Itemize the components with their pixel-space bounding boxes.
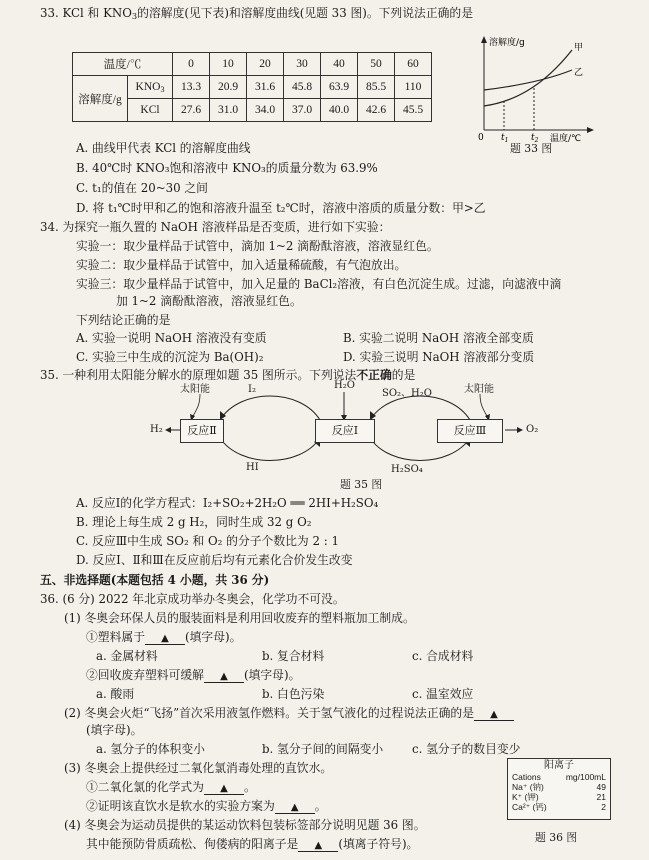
graph-origin: 0: [478, 133, 484, 143]
q34-exp3-line2: 加 1~2 滴酚酞溶液，溶液显红色。: [116, 294, 302, 308]
q36-part3-2: ②证明该直饮水是软水的实验方案为 ▲ 。: [86, 799, 327, 813]
table-row: KCl 27.6 31.0 34.0 37.0 40.0 42.6 45.5: [73, 99, 432, 122]
reaction-i-box: 反应Ⅰ: [315, 419, 375, 443]
q36-p1-2-opt-b: b. 白色污染: [262, 687, 325, 701]
q36-part3: (3) 冬奥会上提供经过二氧化氯消毒处理的直饮水。: [64, 761, 333, 775]
q36-part3-1: ①二氧化氯的化学式为 ▲ 。: [86, 780, 256, 794]
q36-part4-line2: 其中能预防骨质疏松、佝偻病的阳离子是 ▲ (填离子符号)。: [86, 837, 419, 851]
label-row: K⁺ (钾) 21: [512, 792, 606, 802]
q33-option-b: B. 40℃时 KNO₃饱和溶液中 KNO₃的质量分数为 63.9%: [76, 161, 378, 175]
label-o2: O₂: [526, 424, 539, 435]
graph-ylabel: 溶解度/g: [489, 38, 525, 48]
tick-t2: $t_2$: [531, 133, 539, 144]
tick-t1: $t_1$: [501, 133, 509, 144]
q36-part4: (4) 冬奥会为运动员提供的某运动饮料包装标签部分说明见题 36 图。: [64, 818, 426, 832]
label-h2o: H₂O: [334, 380, 355, 391]
sun-label-right: 太阳能: [464, 384, 494, 395]
q36-part1-2: ②回收废弃塑料可缓解 ▲ (填字母)。: [86, 668, 301, 682]
label-hi: HI: [246, 462, 259, 473]
answer-blank[interactable]: ▲: [298, 840, 338, 852]
q36-part2-tail: (填字母)。: [86, 723, 143, 737]
q36-part2: (2) 冬奥会火炬“飞扬”首次采用液氢作燃料。关于氢气液化的过程说法正确的是 ▲: [64, 705, 514, 721]
q36-p2-opt-a: a. 氢分子的体积变小: [96, 742, 205, 756]
fig33-caption: 题 33 图: [510, 142, 553, 155]
q33-stem: 33. KCl 和 $KNO_3$的溶解度(见下表)和溶解度曲线(见题 33 图)。下列说法正确的是: [40, 6, 474, 21]
solubility-curve-graph: [472, 30, 602, 150]
q36-p1-2-opt-c: c. 温室效应: [412, 687, 474, 701]
q34-option-d: D. 实验三说明 NaOH 溶液部分变质: [343, 350, 535, 364]
q36-p1-1-opt-b: b. 复合材料: [262, 649, 325, 663]
q36-stem: 36. (6 分) 2022 年北京成功举办冬奥会，化学功不可没。: [40, 592, 345, 606]
q34-exp3-line1: 实验三：取少量样品于试管中，加入足量的 BaCl₂溶液，有白色沉淀生成。过滤，向滤液中滴: [76, 277, 562, 291]
q35-stem: 35. 一种利用太阳能分解水的原理如题 35 图所示。下列说法不正确的是: [40, 368, 416, 382]
q35-option-c: C. 反应Ⅲ中生成 SO₂ 和 O₂ 的分子个数比为 2 : 1: [76, 534, 339, 548]
q36-part1: (1) 冬奥会环保人员的服装面料是利用回收废弃的塑料瓶加工制成。: [64, 611, 415, 625]
table-row: 溶解度/g $KNO_3$ 13.3 20.9 31.6 45.8 63.9 85.5 110: [73, 76, 432, 99]
q35-option-b: B. 理论上每生成 2 g H₂，同时生成 32 g O₂: [76, 515, 312, 529]
label-h2so4: H₂SO₄: [391, 464, 423, 475]
q34-option-c: C. 实验三中生成的沉淀为 Ba(OH)₂: [76, 350, 264, 364]
q34-option-a: A. 实验一说明 NaOH 溶液没有变质: [76, 331, 267, 345]
q35-option-a: A. 反应Ⅰ的化学方程式：I₂+SO₂+2H₂O ══ 2HI+H₂SO₄: [76, 496, 379, 510]
label-row: Na⁺ (钠) 49: [512, 782, 606, 792]
section-five-heading: 五、非选择题(本题包括 4 小题，共 36 分): [40, 573, 270, 587]
q36-p2-opt-c: c. 氢分子的数目变少: [412, 742, 521, 756]
q34-prompt: 下列结论正确的是: [76, 313, 171, 327]
answer-blank[interactable]: ▲: [474, 709, 514, 721]
q33-option-a: A. 曲线甲代表 KCl 的溶解度曲线: [76, 141, 251, 155]
label-i2: I₂: [248, 384, 256, 395]
table-row: 温度/℃ 0 10 20 30 40 50 60: [73, 53, 432, 76]
drink-label-box: 阳离子 Cations mg/100mL Na⁺ (钠) 49 K⁺ (钾) 21 Ca²⁺ (钙) 2: [507, 758, 611, 820]
reaction-ii-box: 反应Ⅱ: [180, 419, 224, 443]
label-row: Ca²⁺ (钙) 2: [512, 802, 606, 812]
label-so2-h2o: SO₂、H₂O: [382, 388, 432, 399]
curve-yi: [484, 70, 572, 90]
label-h2: H₂: [150, 424, 163, 435]
q36-p1-1-opt-c: c. 合成材料: [412, 649, 474, 663]
answer-blank[interactable]: ▲: [275, 802, 315, 814]
temp-header: 温度/℃: [73, 53, 173, 76]
q33-option-c: C. t₁的值在 20~30 之间: [76, 181, 208, 195]
solubility-table: [72, 52, 432, 122]
label-jia: 甲: [574, 43, 584, 53]
q33-option-d: D. 将 t₁℃时甲和乙的饱和溶液升温至 t₂℃时，溶液中溶质的质量分数：甲>乙: [76, 201, 486, 215]
reaction-iii-box: 反应Ⅲ: [437, 419, 503, 443]
q34-stem: 34. 为探究一瓶久置的 NaOH 溶液样品是否变质，进行如下实验：: [40, 220, 391, 234]
answer-blank[interactable]: ▲: [145, 633, 185, 645]
label-title: 阳离子: [544, 760, 574, 771]
answer-blank[interactable]: ▲: [204, 783, 244, 795]
sol-header: 溶解度/g: [73, 76, 128, 122]
answer-blank[interactable]: ▲: [204, 671, 244, 683]
q36-p2-opt-b: b. 氢分子间的间隔变小: [262, 742, 384, 756]
q35-option-d: D. 反应Ⅰ、Ⅱ和Ⅲ在反应前后均有元素化合价发生改变: [76, 553, 353, 567]
q36-p1-1-opt-a: a. 金属材料: [96, 649, 158, 663]
q34-exp2: 实验二：取少量样品于试管中，加入适量稀硫酸，有气泡放出。: [76, 258, 407, 272]
fig35-caption: 题 35 图: [340, 478, 383, 491]
q36-part1-1: ①塑料属于 ▲ (填字母)。: [86, 630, 242, 644]
q36-p1-2-opt-a: a. 酸雨: [96, 687, 135, 701]
graph-xlabel: 温度/℃: [550, 134, 582, 144]
q34-option-b: B. 实验二说明 NaOH 溶液全部变质: [343, 331, 534, 345]
label-yi: 乙: [574, 68, 584, 78]
sun-label-left: 太阳能: [180, 384, 210, 395]
q34-exp1: 实验一：取少量样品于试管中，滴加 1~2 滴酚酞溶液，溶液显红色。: [76, 239, 439, 253]
fig36-caption: 题 36 图: [535, 831, 578, 844]
curve-jia: [484, 50, 572, 106]
